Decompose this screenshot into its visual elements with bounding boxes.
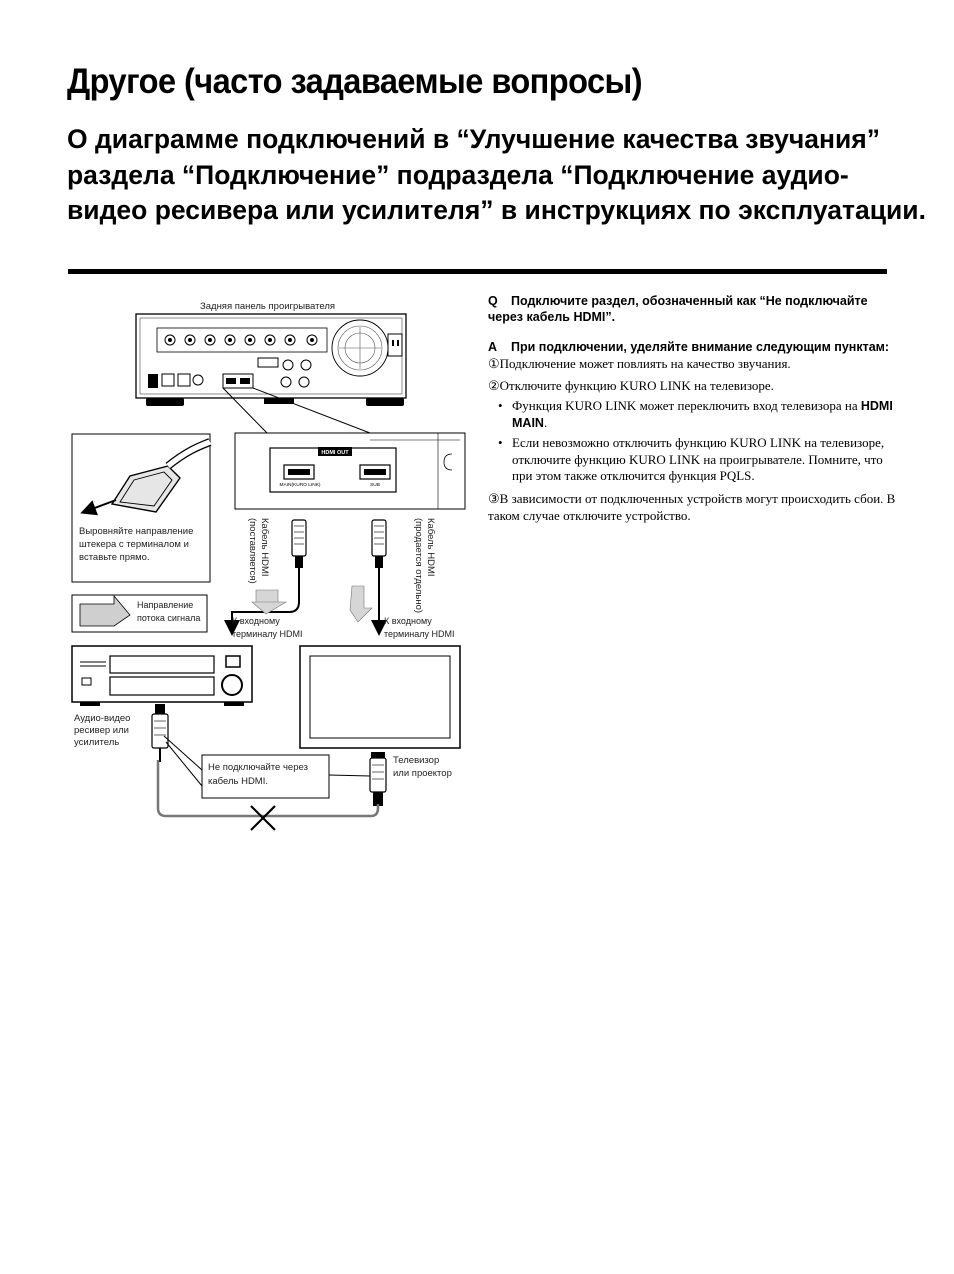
question-marker: Q (488, 294, 498, 308)
hdmi-sub-port-label: SUB (370, 483, 380, 488)
bullet-dot: • (498, 435, 503, 450)
svg-text:Направление потока сигна: Направление потока сигнала (137, 600, 201, 623)
to-hdmi-input-right: К входному терминалу HDMI (384, 616, 455, 639)
cable-sold-separately-label: Кабель HDMI (продается отдельно) (413, 518, 436, 614)
bullet-item (488, 435, 898, 485)
hdmi-main-port-label: MAIN(KURO LINK) (279, 483, 321, 488)
plug-alignment-box (72, 434, 210, 582)
signal-arrow-down (350, 586, 372, 622)
bullet-text-end: . (543, 414, 548, 430)
cross-mark-icon (251, 806, 275, 830)
svg-text:Не подключайте через каб: Не подключайте через кабель HDMI. (208, 762, 308, 787)
section-heading: О диаграмме подключений в “Улучшение качества звучания” раздела “Подключение” подраздела “Подключение аудио-видео ресивера или усилителя” в инструкциях по эксплуатации. (67, 124, 926, 225)
receiver-hdmi-plug (152, 704, 168, 762)
bullet-dot: • (498, 398, 503, 413)
answer-intro (488, 339, 898, 355)
answer-item-1: ①Подключение может повлиять на качество звучания. (488, 356, 791, 371)
answer-item-2: ②Отключите функцию KURO LINK на телевизоре. (488, 378, 774, 393)
question-text: Подключите раздел, обозначенный как “Не подключайте через кабель HDMI”. (488, 294, 868, 324)
tv-label: Телевизор или проектор (393, 755, 452, 779)
hdmi-out-label: HDMI OUT (321, 450, 349, 456)
connection-diagram (60, 290, 480, 840)
signal-arrow-left (252, 590, 286, 614)
question (488, 293, 898, 325)
receiver-label: Аудио-видео ресивер или усилитель (74, 713, 131, 748)
bullet-text: Функция KURO LINK может переключить вход телевизора на (512, 398, 861, 413)
bullet-text: Если невозможно отключить функцию KURO LINK на телевизоре, отключите функцию KURO LINK на проигрывателе. Помните, что при этом также отключится функция PQLS. (512, 435, 885, 483)
answer-item-3: ③В зависимости от подключенных устройств могут происходить сбои. В таком случае отключите устройство. (488, 490, 896, 523)
tv-monitor (300, 646, 460, 748)
section-divider (68, 269, 887, 274)
align-instruction: Выровняйте направление штекера с терминалом и вставьте прямо. (79, 526, 194, 563)
cable-supplied-label: Кабель HDMI (поставляется) (247, 518, 270, 584)
answer-marker: A (488, 340, 498, 354)
page-title: Другое (часто задаваемые вопросы) (67, 62, 643, 101)
player-rear-panel (136, 314, 406, 406)
answer-intro-text: При подключении, уделяйте внимание следующим пунктам: (511, 340, 890, 354)
faq-block (488, 293, 898, 524)
av-receiver (72, 646, 252, 706)
do-not-connect-callout (202, 755, 329, 798)
to-hdmi-input-left: К входному терминалу HDMI (232, 616, 303, 639)
hdmi-main-term: HDMI MAIN (512, 399, 893, 430)
rear-panel-label: Задняя панель проигрывателя (200, 301, 336, 312)
bullet-item (488, 398, 898, 431)
hdmi-out-zoom-panel (235, 433, 465, 509)
tv-hdmi-plug (370, 752, 386, 806)
signal-direction-legend (72, 595, 207, 632)
